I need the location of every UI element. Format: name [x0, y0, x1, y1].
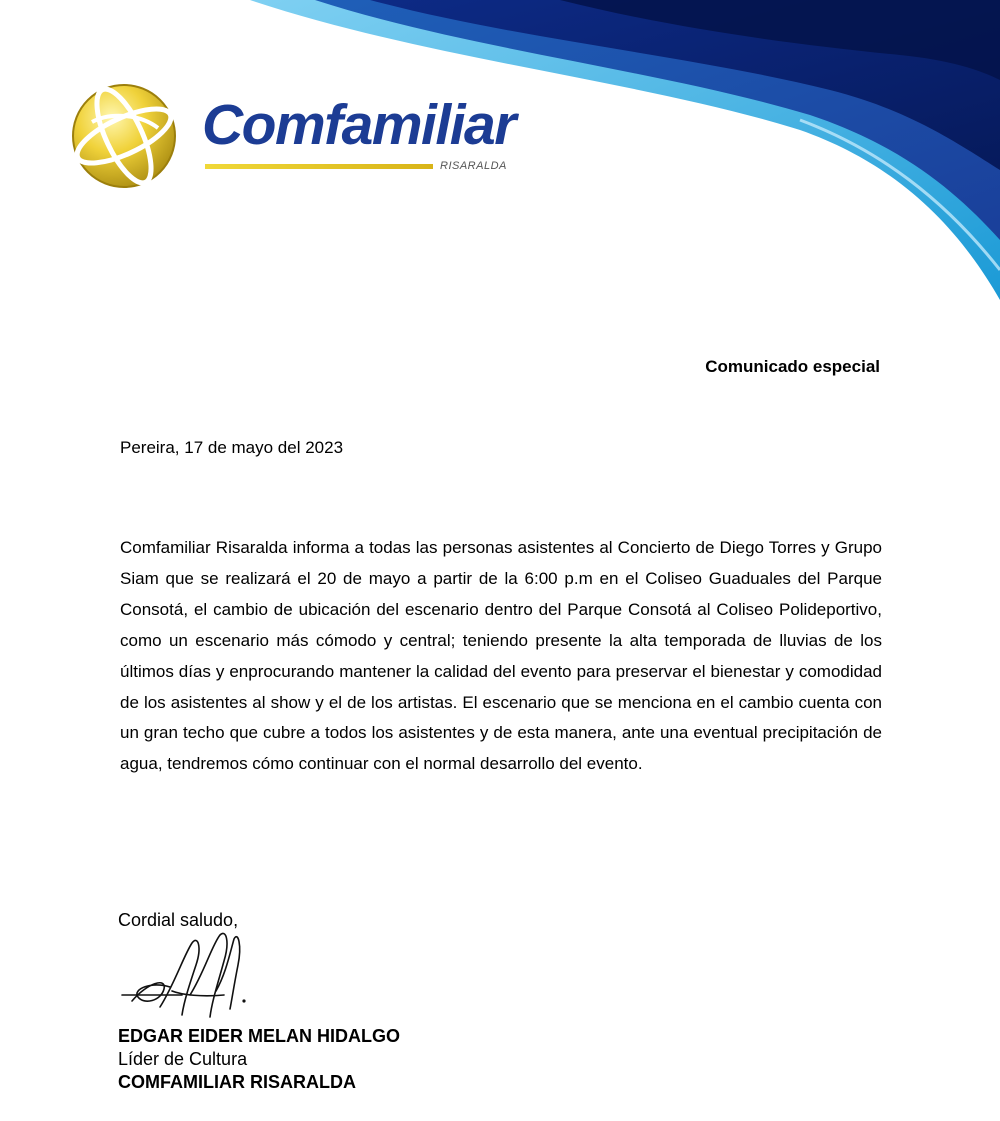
comfamiliar-logo: [70, 80, 550, 192]
globe-emblem-icon: [70, 82, 178, 190]
logo-subtitle: RISARALDA: [440, 160, 507, 172]
document-title: Comunicado especial: [705, 357, 880, 376]
signer-name: EDGAR EIDER MELAN HIDALGO: [118, 1026, 401, 1046]
document-date: Pereira, 17 de mayo del 2023: [120, 438, 344, 457]
logo-underline-bar: [205, 164, 433, 169]
logo-wordmark: Comfamiliar: [202, 93, 515, 157]
handwritten-signature: [112, 925, 262, 1025]
closing-greeting: Cordial saludo,: [118, 910, 239, 930]
signer-organization: COMFAMILIAR RISARALDA: [118, 1072, 356, 1092]
document-body: Comfamiliar Risaralda informa a todas las personas asistentes al Concierto de Diego Torres y Grupo Siam que se realizará el 20 de mayo a partir de la 6:00 p.m en el Coliseo Guaduales del Parque Consotá, el cambio de ubicación del escenario dentro del Parque Consotá al Coliseo Polideportivo, como un escenario más cómodo y central; teniendo presente la alta temporada de lluvias de los últimos días y enprocurando mantener la calidad del evento para preservar el bienestar y comodidad de los asistentes al show y el de los artistas. El escenario que se menciona en el cambio cuenta con un gran techo que cubre a todos los asistentes y de esta manera, ante una eventual precipitación de agua, tendremos cómo continuar con el normal desarrollo del evento.: [120, 538, 882, 774]
signer-role: Líder de Cultura: [118, 1049, 248, 1069]
